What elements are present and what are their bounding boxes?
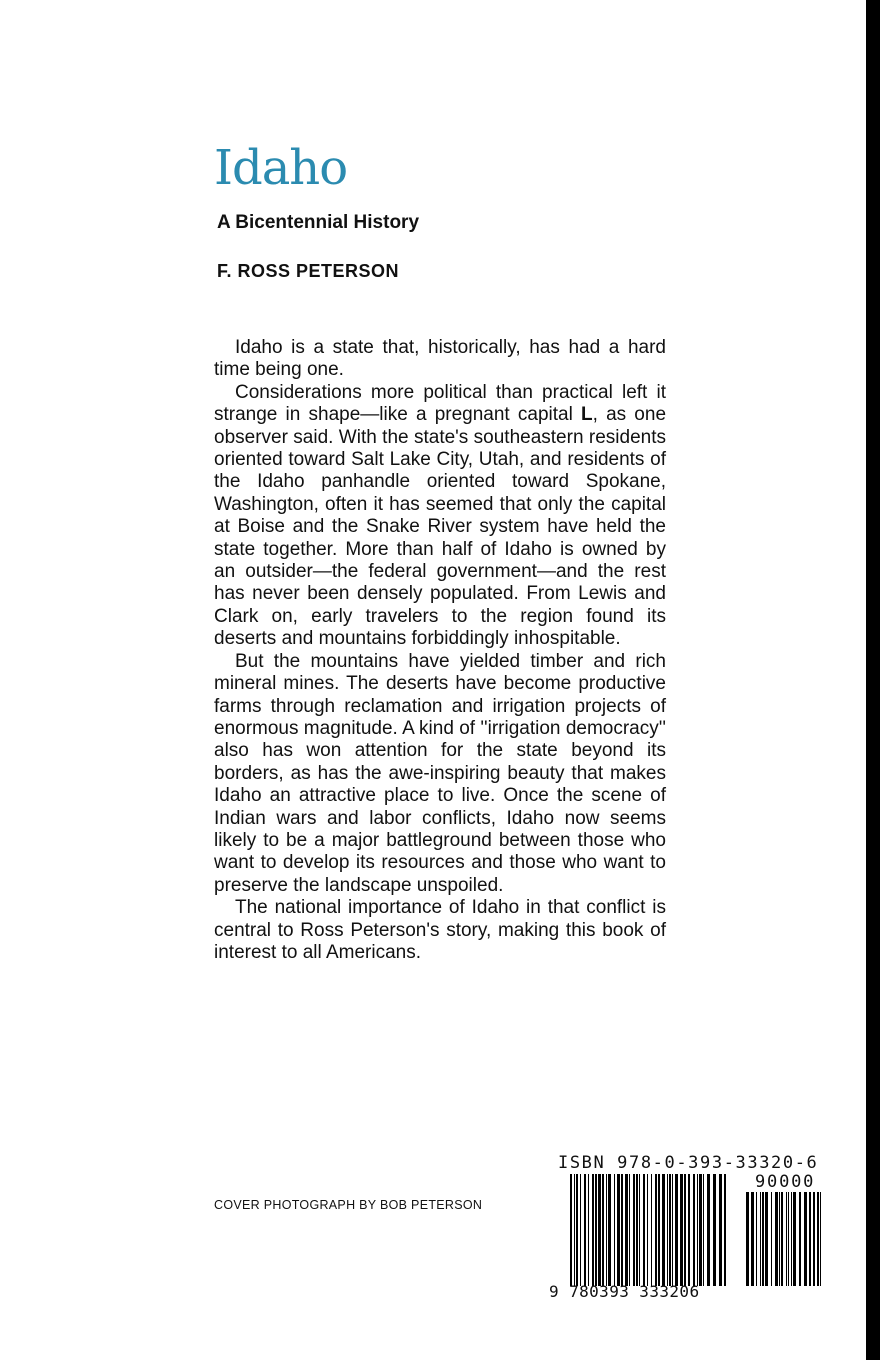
barcode-bar: [781, 1192, 783, 1286]
barcode-bar: [719, 1174, 722, 1286]
barcode-bar: [760, 1192, 761, 1286]
barcode-bar: [636, 1174, 638, 1286]
barcode-bar: [809, 1192, 811, 1286]
barcode-bar: [762, 1192, 764, 1286]
barcode-bar: [651, 1174, 652, 1286]
barcode-bar: [697, 1174, 698, 1286]
barcode-bar: [570, 1174, 572, 1286]
barcode-bar: [813, 1192, 815, 1286]
barcode-bar: [707, 1174, 710, 1286]
price-code: 90000: [755, 1172, 816, 1192]
barcode-bar: [765, 1192, 768, 1286]
barcode-bar: [746, 1192, 749, 1286]
blurb-paragraph-2-start: Considerations more political than practical left it strange in shape—like a pregnant capital: [214, 381, 666, 426]
ean-digits: 9 780393 333206: [549, 1282, 700, 1301]
barcode-bar: [625, 1174, 628, 1286]
barcode-bar: [602, 1174, 604, 1286]
barcode-bar: [771, 1192, 772, 1286]
barcode-bar: [703, 1174, 704, 1286]
barcode-bar: [658, 1174, 660, 1286]
blurb-paragraph-3: But the mountains have yielded timber and rich mineral mines. The deserts have become productive farms through reclamation and irrigation projects of enormous magnitude. A kind of ''irrigation democracy'' also has won attention for the state beyond its borders, as has the awe-inspiring beauty that makes Idaho an attractive place to live. Once the scene of Indian wars and labor conflicts, Idaho now seems likely to be a major battleground between those who want to develop its resources and those who want to preserve the landscape unspoiled.: [214, 650, 666, 896]
barcode-bar: [574, 1174, 575, 1286]
barcode-bar: [786, 1192, 787, 1286]
barcode-bar: [672, 1174, 673, 1286]
barcode-bar: [793, 1192, 796, 1286]
barcode-bar: [779, 1192, 780, 1286]
barcode-bar: [592, 1174, 594, 1286]
barcode-bar: [669, 1174, 671, 1286]
barcode-bar: [580, 1174, 581, 1286]
barcode-bar: [804, 1192, 807, 1286]
barcode-bar: [647, 1174, 648, 1286]
barcode-bar: [817, 1192, 819, 1286]
barcode-bar: [598, 1174, 601, 1286]
barcode-bar: [699, 1174, 702, 1286]
barcode-bar: [617, 1174, 620, 1286]
barcode-bar: [799, 1192, 801, 1286]
blurb-paragraph-1: Idaho is a state that, historically, has had a hard time being one.: [214, 337, 666, 381]
barcode-bar: [713, 1174, 716, 1286]
barcode-bar: [693, 1174, 695, 1286]
book-subtitle: A Bicentennial History: [217, 212, 420, 233]
barcode-bar: [756, 1192, 757, 1286]
barcode-bar: [639, 1174, 640, 1286]
barcode-bar: [629, 1174, 630, 1286]
barcode-bar: [680, 1174, 683, 1286]
isbn-label: ISBN 978-0-393-33320-6: [558, 1153, 819, 1173]
barcode-bar: [751, 1192, 754, 1286]
capital-letter-l: L: [581, 404, 593, 426]
price-barcode: [746, 1192, 824, 1286]
barcode-bar: [608, 1174, 611, 1286]
barcode-bar: [667, 1174, 668, 1286]
blurb-paragraph-2: [214, 382, 666, 651]
blurb-paragraph-2-rest: , as one observer said. With the state's southeastern residents oriented toward Salt Lake City, Utah, and residents of the Idaho panhandle oriented toward Spokane, Washington, often it has seemed that only the capital at Boise and the Snake River system have held the state together. More than half of Idaho is owned by an outsider—the federal government—and the rest has never been densely populated. From Lewis and Clark on, early travelers to the region found its deserts and mountains forbiddingly inhospitable.: [214, 404, 667, 650]
book-title: Idaho: [214, 140, 348, 196]
barcode-bar: [688, 1174, 690, 1286]
barcode-bar: [643, 1174, 645, 1286]
barcode-bar: [633, 1174, 635, 1286]
barcode-bar: [621, 1174, 623, 1286]
barcode-bar: [606, 1174, 607, 1286]
barcode-bar: [775, 1192, 778, 1286]
barcode-bar: [655, 1174, 657, 1286]
barcode-bar: [576, 1174, 578, 1286]
barcode-bar: [820, 1192, 821, 1286]
barcode-bar: [724, 1174, 726, 1286]
barcode-bar: [788, 1192, 789, 1286]
barcode-bar: [588, 1174, 589, 1286]
page-edge: [866, 0, 880, 1360]
barcode-bar: [595, 1174, 597, 1286]
barcode-bar: [584, 1174, 586, 1286]
barcode-bar: [662, 1174, 665, 1286]
isbn-barcode: [570, 1174, 728, 1286]
barcode-bar: [614, 1174, 615, 1286]
blurb-paragraph-4: The national importance of Idaho in that conflict is central to Ross Peterson's story, making this book of interest to all Americans.: [214, 897, 666, 963]
blurb: [214, 337, 666, 964]
book-author: F. ROSS PETERSON: [217, 261, 400, 281]
barcode-bar: [675, 1174, 678, 1286]
barcode-bar: [791, 1192, 792, 1286]
barcode-bar: [684, 1174, 686, 1286]
cover-photo-credit: COVER PHOTOGRAPH BY BOB PETERSON: [214, 1198, 483, 1212]
